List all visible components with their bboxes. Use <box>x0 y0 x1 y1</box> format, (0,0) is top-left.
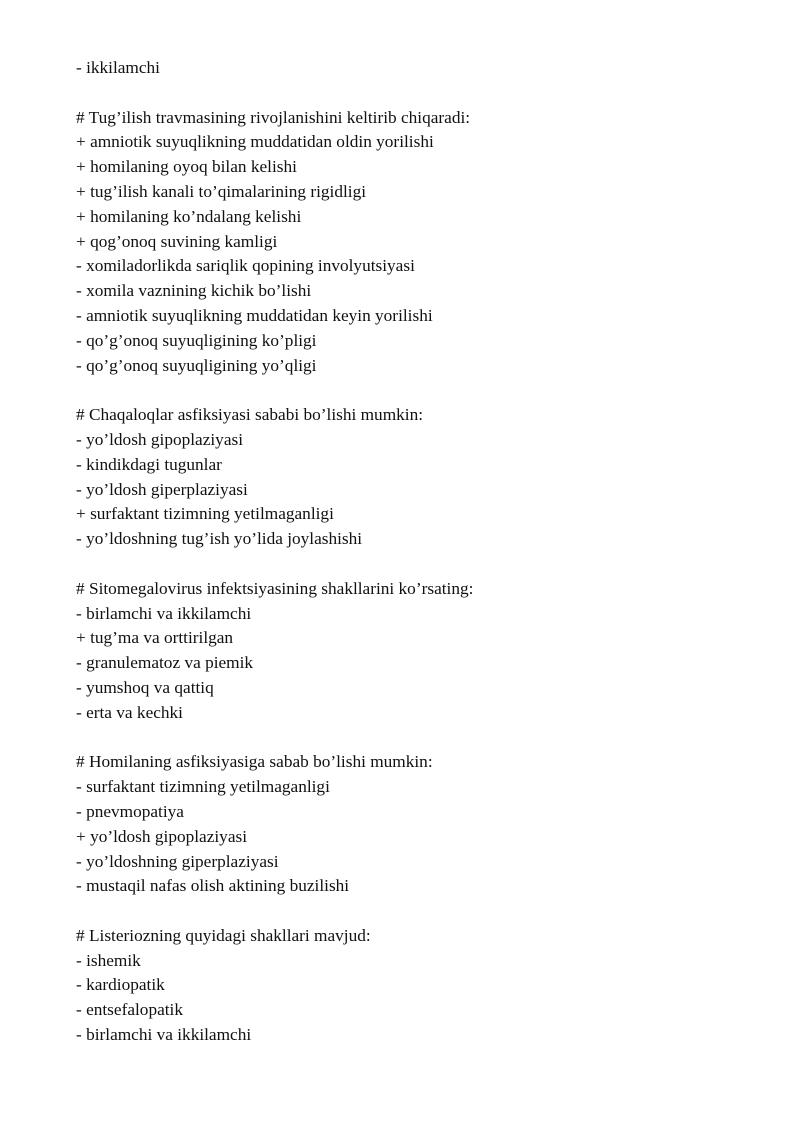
blank-line <box>76 552 756 577</box>
question-block <box>76 750 756 899</box>
answer-option: + tug’ilish kanali to’qimalarining rigidligi <box>76 181 367 201</box>
blank-line <box>76 899 756 924</box>
answer-option: - yo’ldosh gipoplaziyasi <box>76 429 244 449</box>
answer-option: - pnevmopatiya <box>76 801 184 821</box>
answer-option: - kindikdagi tugunlar <box>76 454 222 474</box>
answer-option: - qo’g’onoq suyuqligining ko’pligi <box>76 330 317 350</box>
answer-option: - birlamchi va ikkilamchi <box>76 603 252 623</box>
document-page <box>76 56 756 1048</box>
answer-option: - erta va kechki <box>76 702 183 722</box>
answer-option: - amniotik suyuqlikning muddatidan keyin yorilishi <box>76 305 433 325</box>
answer-option: - ishemik <box>76 950 141 970</box>
question-text: # Tug’ilish travmasining rivojlanishini keltirib chiqaradi: <box>76 107 471 127</box>
answer-option: - xomila vaznining kichik bo’lishi <box>76 281 312 301</box>
answer-option: - mustaqil nafas olish aktining buzilishi <box>76 876 350 896</box>
answer-option: - yo’ldoshning giperplaziyasi <box>76 851 279 871</box>
blank-line <box>76 81 756 106</box>
question-block <box>76 924 756 1048</box>
question-block <box>76 403 756 552</box>
answer-option: + qog’onoq suvining kamligi <box>76 231 278 251</box>
answer-option: + yo’ldosh gipoplaziyasi <box>76 826 248 846</box>
answer-option: + homilaning oyoq bilan kelishi <box>76 157 297 177</box>
answer-option: + tug’ma va orttirilgan <box>76 628 234 648</box>
question-text: # Chaqaloqlar asfiksiyasi sababi bo’lishi mumkin: <box>76 405 424 425</box>
question-block <box>76 577 756 726</box>
blank-line <box>76 726 756 751</box>
answer-option: - kardiopatik <box>76 975 165 995</box>
answer-option: - entsefalopatik <box>76 1000 184 1020</box>
question-text: # Sitomegalovirus infektsiyasining shakllarini ko’rsating: <box>76 578 474 598</box>
answer-option: - ikkilamchi <box>76 58 160 77</box>
answer-option: - granulematoz va piemik <box>76 653 254 673</box>
question-text: # Listeriozning quyidagi shakllari mavjud: <box>76 925 371 945</box>
answer-option: - yo’ldoshning tug’ish yo’lida joylashishi <box>76 529 363 549</box>
answer-option: + amniotik suyuqlikning muddatidan oldin yorilishi <box>76 132 434 152</box>
answer-option: + homilaning ko’ndalang kelishi <box>76 206 302 226</box>
answer-option: + surfaktant tizimning yetilmaganligi <box>76 504 334 524</box>
question-text: # Homilaning asfiksiyasiga sabab bo’lishi mumkin: <box>76 752 433 772</box>
answer-option: - yo’ldosh giperplaziyasi <box>76 479 248 499</box>
answer-option: - xomiladorlikda sariqlik qopining involyutsiyasi <box>76 256 415 276</box>
blank-line <box>76 378 756 403</box>
answer-option: - surfaktant tizimning yetilmaganligi <box>76 777 330 797</box>
answer-option: - yumshoq va qattiq <box>76 677 214 697</box>
answer-option: - qo’g’onoq suyuqligining yo’qligi <box>76 355 317 375</box>
answer-option: - birlamchi va ikkilamchi <box>76 1025 252 1045</box>
question-block <box>76 106 756 379</box>
